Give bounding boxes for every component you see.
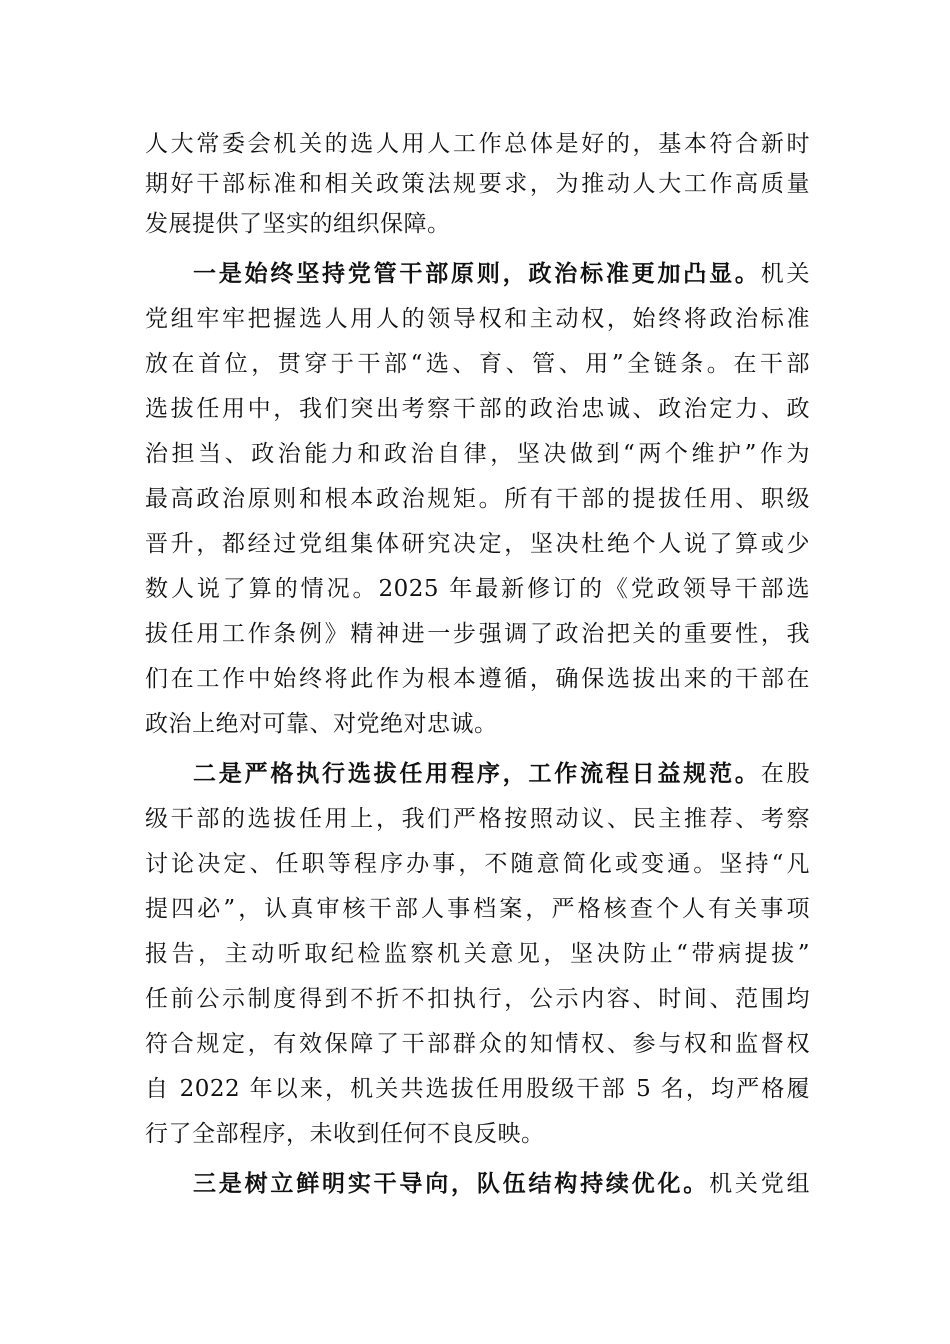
section2-line-3: 提四必”，认真审核干部人事档案，严格核查个人有关事项 bbox=[145, 896, 810, 922]
section2-line-8: 行了全部程序，未收到任何不良反映。 bbox=[145, 1121, 545, 1147]
section2-heading: 二是严格执行选拔任用程序，工作流程日益规范。 bbox=[193, 761, 761, 787]
section1-line-5: 最高政治原则和根本政治规矩。所有干部的提拔任用、职级 bbox=[145, 486, 810, 512]
intro-line-1: 人大常委会机关的选人用人工作总体是好的，基本符合新时 bbox=[145, 131, 810, 157]
section2-line-5: 任前公示制度得到不折不扣执行，公示内容、时间、范围均 bbox=[145, 986, 810, 1012]
section2-first-line bbox=[193, 754, 810, 794]
section2-line-6: 符合规定，有效保障了干部群众的知情权、参与权和监督权 bbox=[145, 1031, 810, 1057]
section1-line-3: 选拔任用中，我们突出考察干部的政治忠诚、政治定力、政 bbox=[145, 396, 810, 422]
section1-heading: 一是始终坚持党管干部原则，政治标准更加凸显。 bbox=[193, 261, 761, 287]
intro-line-3: 发展提供了坚实的组织保障。 bbox=[145, 211, 451, 237]
section1-line-2: 放在首位，贯穿于干部“选、育、管、用”全链条。在干部 bbox=[145, 351, 810, 377]
section1-first-tail: 机关 bbox=[760, 261, 811, 287]
section1-line-9: 们在工作中始终将此作为根本遵循，确保选拔出来的干部在 bbox=[145, 666, 810, 692]
section1-line-1: 党组牢牢把握选人用人的领导权和主动权，始终将政治标准 bbox=[145, 306, 810, 332]
section2-line-7: 自 2022 年以来，机关共选拔任用股级干部 5 名，均严格履 bbox=[145, 1076, 810, 1102]
section2-first-tail: 在股 bbox=[760, 761, 811, 787]
section2-line-1: 级干部的选拔任用上，我们严格按照动议、民主推荐、考察 bbox=[145, 806, 810, 832]
section2-line-2: 讨论决定、任职等程序办事，不随意简化或变通。坚持“凡 bbox=[145, 851, 810, 877]
section3-first-tail: 机关党组 bbox=[709, 1171, 811, 1197]
section1-line-8: 拔任用工作条例》精神进一步强调了政治把关的重要性，我 bbox=[145, 621, 810, 647]
section1-line-10: 政治上绝对可靠、对党绝对忠诚。 bbox=[145, 711, 498, 737]
section1-first-line bbox=[193, 254, 810, 294]
section3-first-line bbox=[193, 1164, 810, 1204]
section2-line-4: 报告，主动听取纪检监察机关意见，坚决防止“带病提拔” bbox=[145, 941, 810, 967]
section1-line-6: 晋升，都经过党组集体研究决定，坚决杜绝个人说了算或少 bbox=[145, 531, 810, 557]
section3-heading: 三是树立鲜明实干导向，队伍结构持续优化。 bbox=[193, 1171, 710, 1197]
section1-line-7: 数人说了算的情况。2025 年最新修订的《党政领导干部选 bbox=[145, 576, 810, 602]
intro-line-2: 期好干部标准和相关政策法规要求，为推动人大工作高质量 bbox=[145, 171, 810, 197]
section1-line-4: 治担当、政治能力和政治自律，坚决做到“两个维护”作为 bbox=[145, 441, 810, 467]
